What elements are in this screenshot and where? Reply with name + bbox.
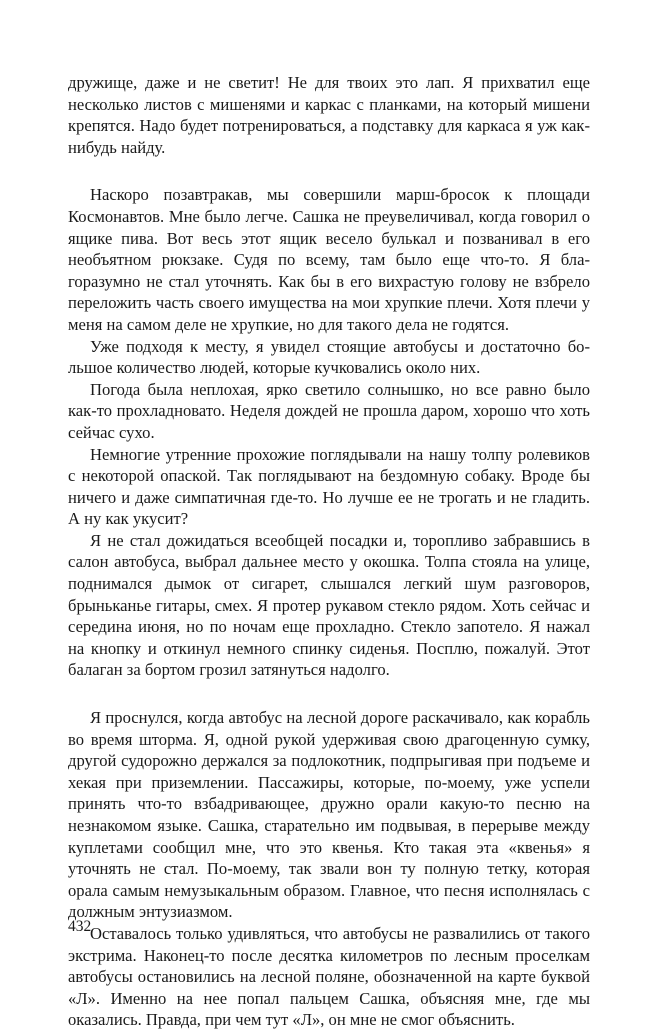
paragraph-3: Уже подходя к месту, я увидел стоящие автобусы и достаточно большое количество людей, которые кучковались около них. — [68, 336, 590, 378]
paragraph-2: Наскоро позавтракав, мы совершили марш-бросок к площади Космонавтов. Мне было легче. Сашка не преувеличивал, когда говорил о ящике пива. Вот весь этот ящик весело булькал и позванивал в его необъятном рюкзаке. Судя по всему, там было еще что-то. Я благоразумно не стал уточнять. Как бы в его вихрастую голову не взбрело переложить часть своего имущества на мои хрупкие плечи. Хотя плечи у меня на самом деле не хрупкие, но для такого дела не годятся. — [68, 185, 590, 334]
text-body — [68, 72, 590, 1031]
paragraph-7: Я проснулся, когда автобус на лесной дороге раскачивало, как корабль во время шторма. Я, одной рукой удерживая свою драгоценную сумку, другой судорожно держался за подлокотник, подпрыгивая при подъеме и хекая при приземлении. Пассажиры, которые, по-моему, уже успели принять что-то взбадривающее, дружно орали какую-то песню на незнакомом языке. Сашка, старательно им подвывая, в перерыве между куплетами сообщил мне, что это квенья. Кто такая эта «квенья» я уточнять не стал. По-моему, так звали вон ту полную тетку, которая орала самым немузыкальным образом. Главное, что песня исполнялась с должным энтузиазмом. — [68, 708, 590, 922]
section-break — [68, 158, 590, 184]
paragraph-1: дружище, даже и не светит! Не для твоих это лап. Я прихватил еще несколько листов с мишенями и каркас с планками, на который мишени крепятся. Надо будет потренироваться, а подставку для каркаса я уж как-нибудь найду. — [68, 73, 590, 157]
paragraph-8: Оставалось только удивляться, что автобусы не развалились от такого экстрима. Наконец-то после десятка километров по лесным проселкам автобусы остановились на лесной поляне, обозначенной на карте буквой «Л». Именно на нее попал пальцем Сашка, объясняя мне, где мы оказались. Правда, при чем тут «Л», он мне не смог объяснить. — [68, 923, 590, 1030]
paragraph-5: Немногие утренние прохожие поглядывали на нашу толпу ролевиков с некоторой опаской. Так поглядывают на бездомную собаку. Вроде бы ничего и даже симпатичная где-то. Но лучше ее не трогать и не гладить. А ну как укусит? — [68, 444, 590, 529]
paragraph-6: Я не стал дожидаться всеобщей посадки и, торопливо забравшись в салон автобуса, выбрал дальнее место у окошка. Толпа стояла на улице, поднимался дымок от сигарет, слышался легкий шум разговоров, брыньканье гитары, смех. Я протер рукавом стекло рядом. Хоть сейчас и середина июня, но по ночам еще прохладно. Стекло запотело. Я нажал на кнопку и откинул немного спинку сиденья. Посплю, пожалуй. Этот балаган за бортом грозил затянуться надолго. — [68, 530, 590, 680]
page-number: 432 — [68, 918, 92, 935]
section-break — [68, 681, 590, 707]
paragraph-4: Погода была неплохая, ярко светило солнышко, но все равно было как-то прохладновато. Неделя дождей не прошла даром, хорошо что хоть сейчас сухо. — [68, 379, 590, 442]
